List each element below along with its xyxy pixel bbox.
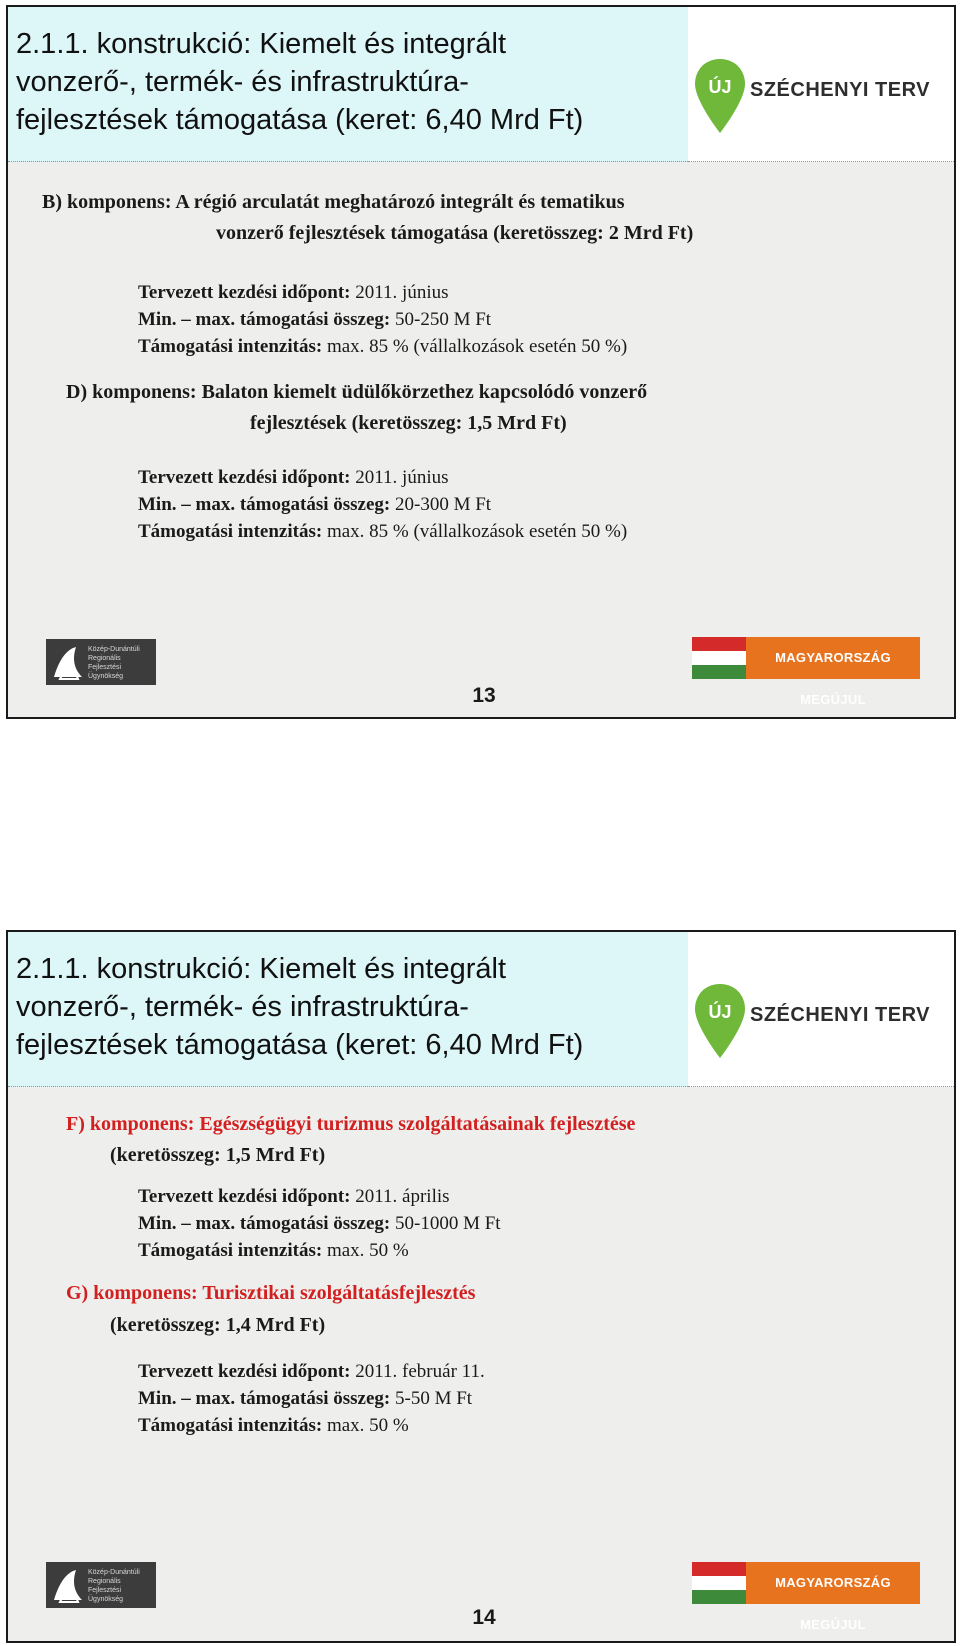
slide-title: 2.1.1. konstrukció: Kiemelt és integrált vonzerő-, termék- és infrastruktúra- fejlesztések támogatása (keret: 6,40 Mrd Ft) [16,28,584,136]
szechenyi-logo-text: SZÉCHENYI TERV [750,79,930,101]
szechenyi-terv-logo [692,57,942,147]
component-f-heading [66,1109,635,1140]
magyarorszag-megujul-logo [692,1562,920,1632]
page-number: 13 [472,684,496,707]
magyarorszag-logo-text: MAGYARORSZÁG MEGÚJUL [746,637,920,679]
component-heading-line2: (keretösszeg: 1,4 Mrd Ft) [110,1314,326,1336]
szechenyi-terv-logo [692,982,942,1072]
kdrfu-logo [46,639,156,685]
component-g-budget [110,1310,325,1341]
component-heading-line2: (keretösszeg: 1,5 Mrd Ft) [110,1144,326,1166]
hungarian-flag-icon [692,637,746,679]
component-g-heading [66,1278,475,1309]
start-date-line: Tervezett kezdési időpont: 2011. június [138,282,449,303]
amount-line: Min. – max. támogatási összeg: 5-50 M Ft [138,1388,473,1409]
intensity-line: Támogatási intenzitás: max. 85 % (vállalkozások esetén 50 %) [138,521,628,542]
map-pin-icon [692,57,748,137]
start-date-line: Tervezett kezdési időpont: 2011. június [138,467,449,488]
intensity-line: Támogatási intenzitás: max. 50 % [138,1240,409,1261]
slide-title: 2.1.1. konstrukció: Kiemelt és integrált vonzerő-, termék- és infrastruktúra- fejlesztések támogatása (keret: 6,40 Mrd Ft) [16,953,584,1061]
start-date-line: Tervezett kezdési időpont: 2011. február 11. [138,1361,485,1382]
szechenyi-badge-text: ÚJ [708,1002,732,1022]
start-date-line: Tervezett kezdési időpont: 2011. április [138,1186,450,1207]
map-pin-icon [692,982,748,1062]
svg-text:Közép-Dunántúli Region: Közép-Dunántúli Regionális Fejlesztési Ügynökség [88,646,140,680]
component-heading-line2: vonzerő fejlesztések támogatása (keretösszeg: 2 Mrd Ft) [216,222,694,244]
title-band [8,932,688,1087]
title-band [8,7,688,162]
szechenyi-badge-text: ÚJ [708,77,732,97]
slide-13 [6,5,956,719]
component-f-budget [110,1140,325,1171]
amount-line: Min. – max. támogatási összeg: 50-1000 M Ft [138,1213,501,1234]
hungarian-flag-icon [692,1562,746,1604]
svg-text:Közép-Dunántúli Region: Közép-Dunántúli Regionális Fejlesztési Ügynökség [88,1569,140,1603]
component-heading-line2: fejlesztések (keretösszeg: 1,5 Mrd Ft) [250,412,567,434]
component-d-heading [66,377,647,439]
header-logo-area [688,7,956,162]
amount-line: Min. – max. támogatási összeg: 50-250 M Ft [138,309,492,330]
amount-line: Min. – max. támogatási összeg: 20-300 M Ft [138,494,492,515]
component-heading-line1: B) komponens: A régió arculatát meghatározó integrált és tematikus [42,191,625,213]
szechenyi-logo-text: SZÉCHENYI TERV [750,1004,930,1026]
component-heading-line1: F) komponens: Egészségügyi turizmus szolgáltatásainak fejlesztése [66,1113,636,1135]
slide-14 [6,930,956,1643]
kdrfu-logo [46,1562,156,1608]
magyarorszag-logo-text: MAGYARORSZÁG MEGÚJUL [746,1562,920,1604]
magyarorszag-megujul-logo [692,637,920,707]
component-heading-line1: G) komponens: Turisztikai szolgáltatásfejlesztés [66,1282,476,1304]
component-heading-line1: D) komponens: Balaton kiemelt üdülőkörzethez kapcsolódó vonzerő [66,381,648,403]
intensity-line: Támogatási intenzitás: max. 85 % (vállalkozások esetén 50 %) [138,336,628,357]
component-b-heading [42,187,693,249]
header-logo-area [688,932,956,1087]
intensity-line: Támogatási intenzitás: max. 50 % [138,1415,409,1436]
page-number: 14 [472,1606,496,1629]
